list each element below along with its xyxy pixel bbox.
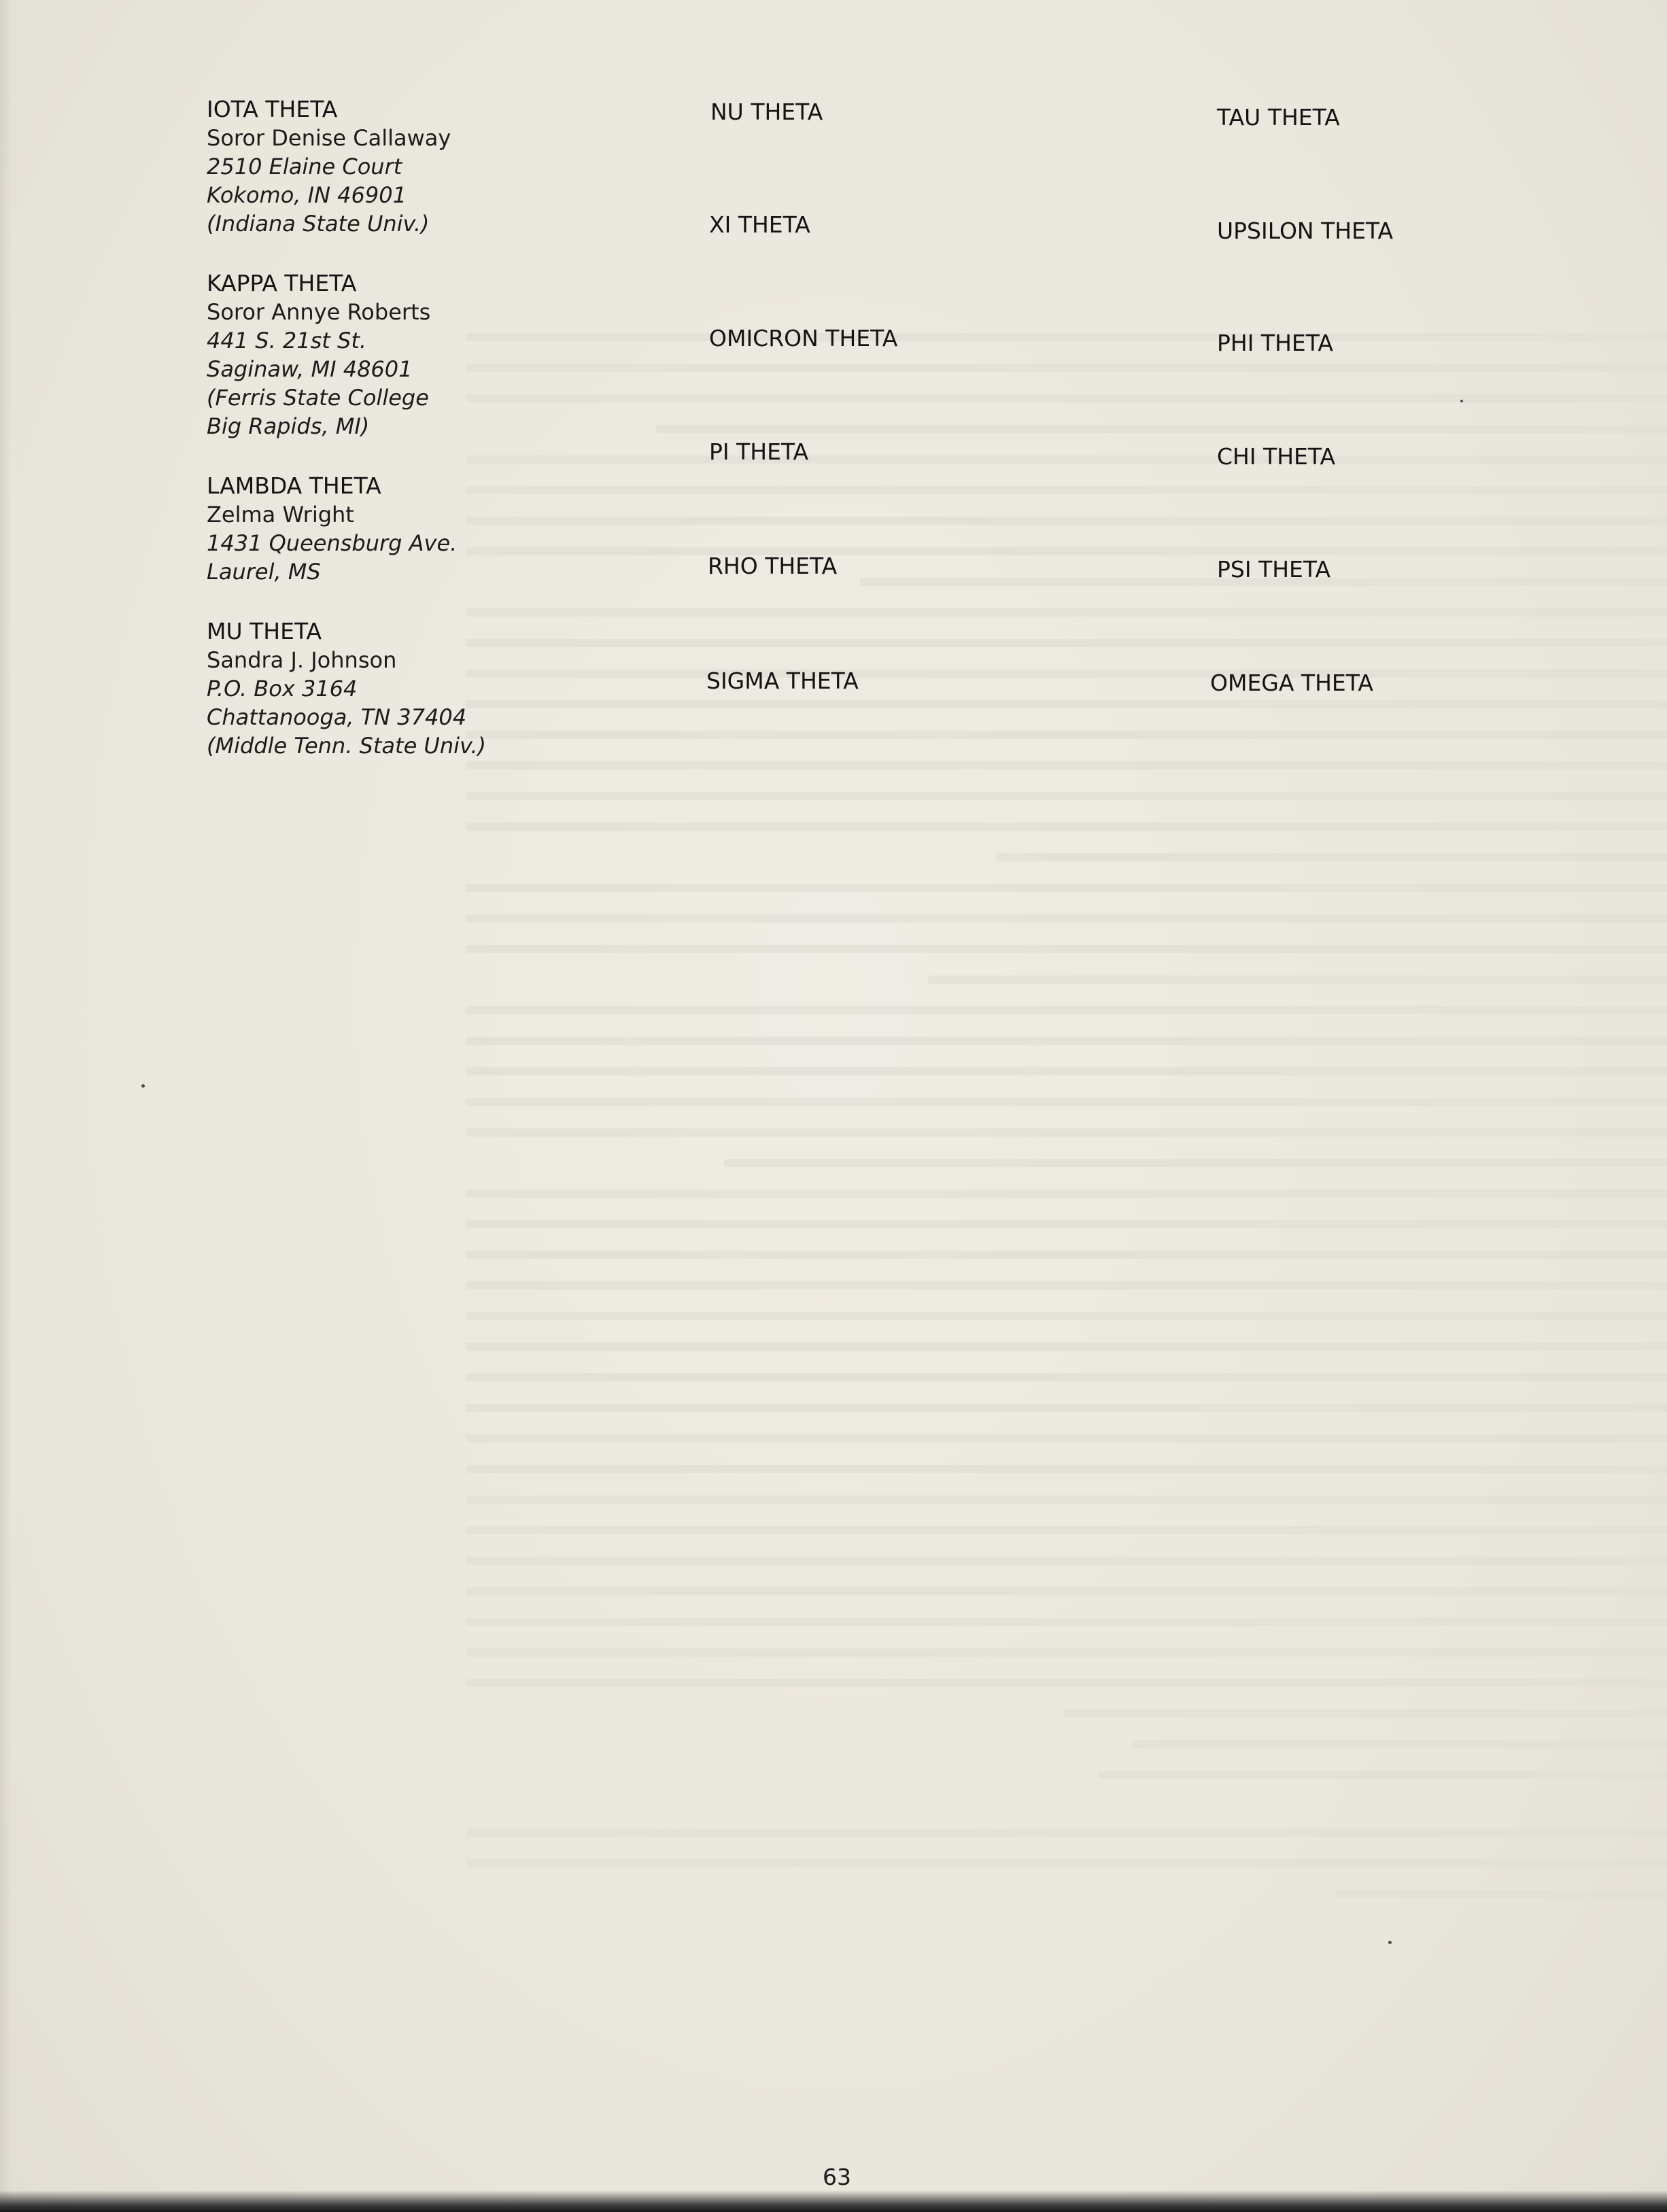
chapter-heading: XI THETA — [709, 211, 810, 238]
chapter-entry-lambda-theta — [207, 472, 696, 586]
contact-address-line: Big Rapids, MI) — [207, 413, 370, 439]
chapter-heading: PSI THETA — [1217, 556, 1331, 583]
chapter-heading: CHI THETA — [1217, 443, 1336, 470]
contact-address-line: (Ferris State College — [207, 385, 429, 411]
chapter-entry-kappa-theta — [207, 269, 696, 440]
chapter-title: IOTA THETA — [207, 96, 338, 122]
contact-address-line: (Middle Tenn. State Univ.) — [207, 733, 486, 759]
chapter-heading: NU THETA — [710, 99, 823, 125]
contact-address-line: Kokomo, IN 46901 — [207, 182, 407, 208]
contact-address-line: P.O. Box 3164 — [207, 676, 358, 702]
contact-address-line: 441 S. 21st St. — [207, 328, 367, 353]
chapter-heading: RHO THETA — [708, 553, 838, 579]
chapter-entry-mu-theta — [207, 617, 696, 760]
chapter-heading: TAU THETA — [1217, 104, 1340, 131]
chapter-heading: PI THETA — [709, 438, 809, 465]
chapter-heading: UPSILON THETA — [1217, 218, 1394, 244]
contact-address-line: 1431 Queensburg Ave. — [207, 530, 458, 556]
chapter-heading: OMEGA THETA — [1210, 670, 1373, 696]
contact-address-line: Chattanooga, TN 37404 — [207, 704, 467, 730]
page-number: 63 — [823, 2164, 851, 2190]
chapter-entry-iota-theta — [207, 95, 696, 238]
chapter-heading: OMICRON THETA — [709, 325, 898, 351]
contact-name: Zelma Wright — [207, 502, 354, 528]
ink-speck — [141, 1084, 145, 1088]
chapter-title: LAMBDA THETA — [207, 472, 381, 499]
ink-speck — [1388, 1941, 1392, 1944]
page-edge-bottom — [0, 2190, 1667, 2212]
chapter-title: MU THETA — [207, 618, 322, 644]
chapter-heading: SIGMA THETA — [706, 668, 859, 694]
contact-address-line: Saginaw, MI 48601 — [207, 356, 413, 382]
contact-address-line: Laurel, MS — [207, 559, 321, 585]
contact-name: Sandra J. Johnson — [207, 647, 397, 673]
ink-speck — [1460, 400, 1463, 402]
contact-name: Soror Denise Callaway — [207, 125, 451, 151]
contact-name: Soror Annye Roberts — [207, 299, 431, 325]
contact-address-line: (Indiana State Univ.) — [207, 211, 430, 237]
chapter-title: KAPPA THETA — [207, 270, 357, 296]
chapter-heading: PHI THETA — [1217, 330, 1333, 356]
contact-address-line: 2510 Elaine Court — [207, 154, 402, 179]
page-edge-left — [0, 0, 12, 2212]
